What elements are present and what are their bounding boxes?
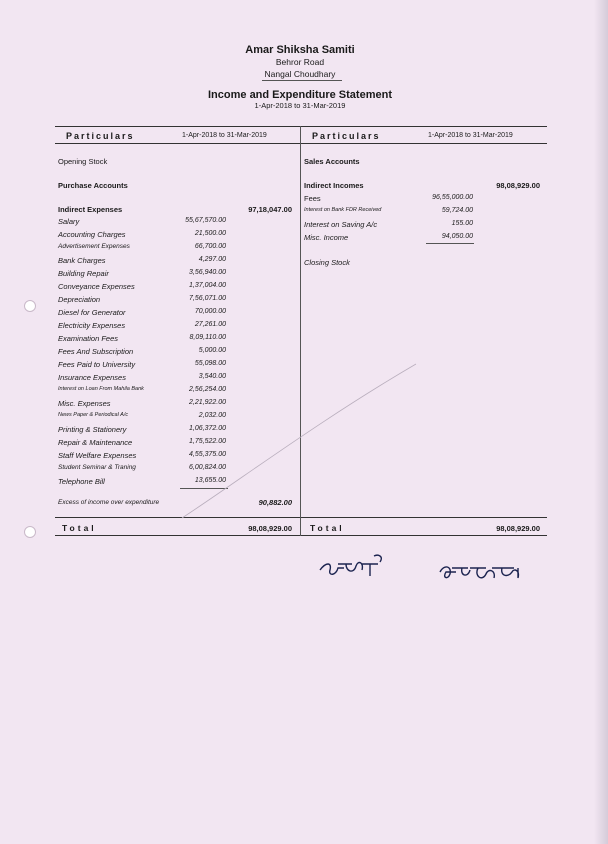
- income-label: Interest on Bank FDR Received: [304, 207, 382, 213]
- expense-amount: 4,297.00: [198, 256, 226, 263]
- expense-label: Misc. Expenses: [58, 399, 111, 408]
- incomes-sum-line: [426, 243, 474, 244]
- statement-title: Income and Expenditure Statement: [208, 89, 392, 101]
- expense-amount: 27,261.00: [194, 321, 226, 328]
- expense-label: Diesel for Generator: [58, 308, 126, 317]
- income-amount: 59,724.00: [441, 207, 473, 214]
- income-amount: 155.00: [451, 220, 473, 227]
- right-particulars-heading: Particulars: [312, 131, 381, 141]
- address-line-2: Nangal Choudhary: [264, 69, 336, 79]
- expense-label: Printing & Stationery: [58, 425, 127, 434]
- indirect-incomes-total: 98,08,929.00: [496, 181, 540, 190]
- expense-amount: 1,37,004.00: [189, 282, 226, 289]
- excess-label: Excess of income over expenditure: [58, 499, 160, 506]
- punch-hole: [24, 526, 36, 538]
- expense-label: Telephone Bill: [58, 477, 105, 486]
- indirect-expenses-total: 97,18,047.00: [248, 205, 292, 214]
- right-period-heading: 1-Apr-2018 to 31-Mar-2019: [428, 132, 513, 139]
- expense-amount: 2,21,922.00: [189, 399, 226, 406]
- left-particulars-heading: Particulars: [66, 131, 135, 141]
- expense-amount: 1,75,522.00: [189, 438, 226, 445]
- left-total-amount: 98,08,929.00: [248, 524, 292, 533]
- expense-label: Bank Charges: [58, 256, 106, 265]
- expense-amount: 3,56,940.00: [189, 269, 226, 276]
- expense-label: Salary: [58, 217, 80, 226]
- signature-right: [438, 556, 530, 586]
- left-total-label: Total: [62, 523, 97, 533]
- expense-label: Electricity Expenses: [58, 321, 126, 330]
- expense-label: News Paper & Periodical A/c: [58, 412, 129, 418]
- expense-label: Advertisement Expenses: [58, 243, 130, 250]
- expense-amount: 13,655.00: [194, 477, 226, 484]
- expense-amount: 5,000.00: [198, 347, 226, 354]
- income-amount: 96,55,000.00: [432, 194, 473, 201]
- opening-stock: Opening Stock: [58, 157, 108, 166]
- header-underline: [262, 80, 342, 81]
- expense-label: Conveyance Expenses: [58, 282, 135, 291]
- diagonal-pen-stroke: [180, 360, 420, 520]
- expense-amount: 21,500.00: [194, 230, 226, 237]
- expense-amount: 2,032.00: [198, 412, 226, 419]
- expense-amount: 1,06,372.00: [189, 425, 226, 432]
- excess-amount: 90,882.00: [258, 498, 292, 507]
- table-top-rule: [55, 126, 547, 127]
- left-period-heading: 1-Apr-2018 to 31-Mar-2019: [182, 132, 267, 139]
- expense-amount: 55,67,570.00: [185, 217, 226, 224]
- purchase-accounts: Purchase Accounts: [58, 181, 128, 190]
- organization-name: Amar Shiksha Samiti: [245, 44, 355, 56]
- expense-label: Interest on Loan From Mahila Bank: [58, 386, 144, 392]
- expense-amount: 6,00,824.00: [189, 464, 226, 471]
- right-total-amount: 98,08,929.00: [496, 524, 540, 533]
- closing-stock: Closing Stock: [304, 258, 350, 267]
- expense-label: Insurance Expenses: [58, 373, 126, 382]
- expense-amount: 8,09,110.00: [189, 334, 226, 341]
- income-label: Interest on Saving A/c: [304, 220, 378, 229]
- punch-hole: [24, 300, 36, 312]
- expense-label: Building Repair: [58, 269, 109, 278]
- right-total-label: Total: [310, 523, 345, 533]
- page-edge-shadow: [594, 0, 608, 844]
- expense-amount: 3,540.00: [198, 373, 226, 380]
- sales-accounts: Sales Accounts: [304, 157, 360, 166]
- income-amount: 94,050.00: [441, 233, 473, 240]
- total-bottom-rule: [55, 535, 547, 536]
- income-label: Fees: [304, 194, 321, 203]
- expense-label: Depreciation: [58, 295, 101, 304]
- expense-label: Accounting Charges: [58, 230, 126, 239]
- address-line-1: Behror Road: [275, 57, 325, 67]
- expense-label: Examination Fees: [58, 334, 119, 343]
- indirect-expenses-label: Indirect Expenses: [58, 205, 123, 214]
- signature-left: [318, 550, 398, 584]
- expense-amount: 2,56,254.00: [189, 386, 226, 393]
- expense-amount: 66,700.00: [194, 243, 226, 250]
- expense-label: Repair & Maintenance: [58, 438, 133, 447]
- expense-label: Student Seminar & Traning: [58, 464, 136, 471]
- expense-amount: 70,000.00: [194, 308, 226, 315]
- expense-label: Staff Welfare Expenses: [58, 451, 137, 460]
- statement-period: 1-Apr-2018 to 31-Mar-2019: [254, 101, 346, 110]
- expense-amount: 55,098.00: [194, 360, 226, 367]
- expense-label: Fees And Subscription: [58, 347, 134, 356]
- indirect-incomes-label: Indirect Incomes: [304, 181, 364, 190]
- expense-amount: 4,55,375.00: [189, 451, 226, 458]
- expense-label: Fees Paid to University: [58, 360, 136, 369]
- table-header-rule: [55, 143, 547, 144]
- expense-amount: 7,56,071.00: [189, 295, 226, 302]
- income-label: Misc. Income: [304, 233, 349, 242]
